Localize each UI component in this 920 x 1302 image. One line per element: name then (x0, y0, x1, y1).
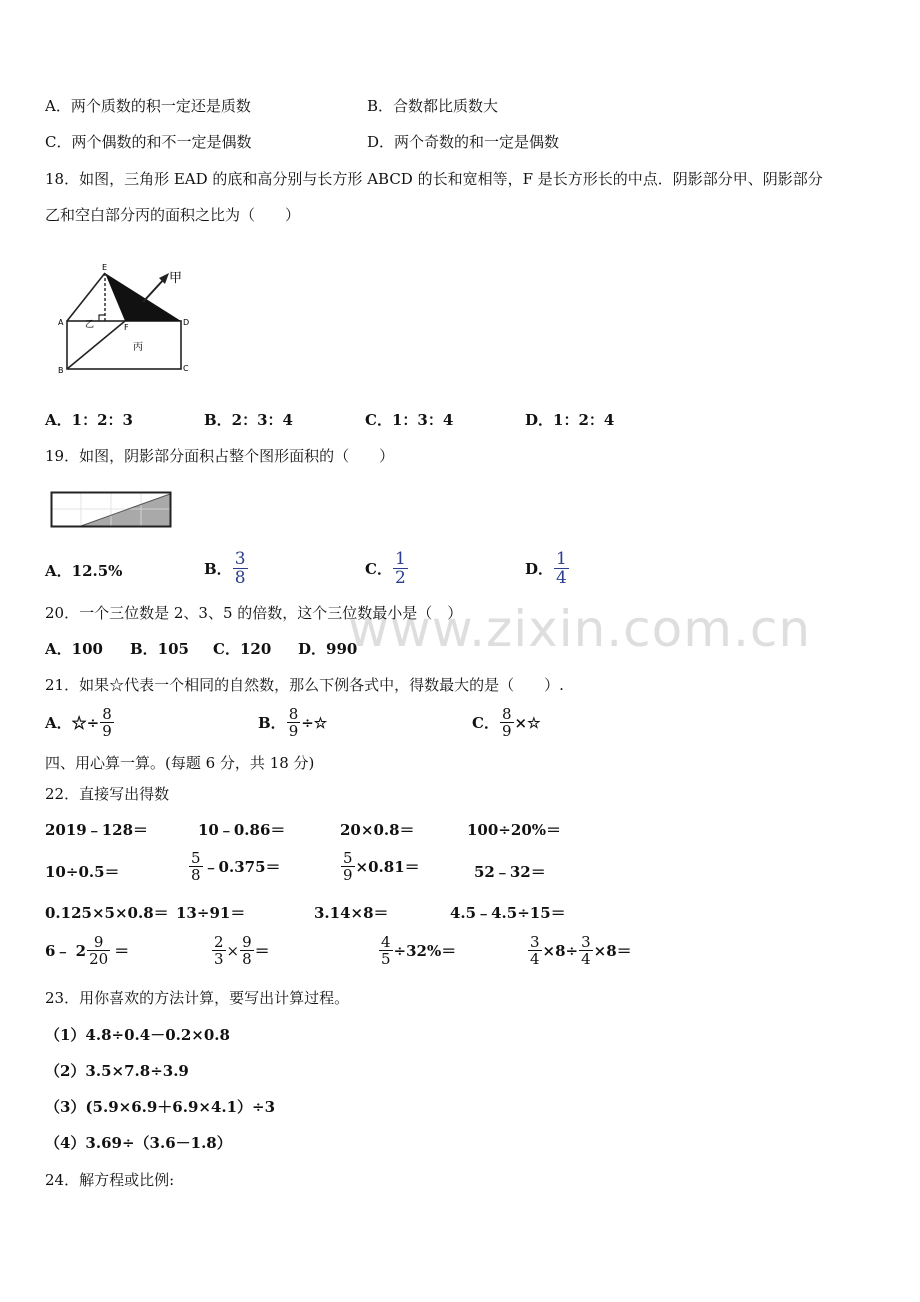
label-b: B (58, 366, 64, 375)
q21-b-den: 9 (288, 722, 299, 740)
q21-b-label: B． (258, 714, 286, 732)
q22-r2-b-den: 8 (191, 866, 201, 884)
q22-r3-c: 3.14×8＝ (314, 904, 389, 922)
label-bing: 丙 (133, 342, 143, 353)
q17-option-a: A．两个质数的积一定还是质数 (45, 97, 251, 115)
q22-r4-c-tail: ÷32%＝ (393, 942, 457, 960)
q19-b-label: B． (204, 560, 232, 578)
label-e: E (102, 263, 108, 272)
q21-b-num: 8 (288, 705, 299, 723)
q21-c-tail: ×☆ (514, 713, 541, 732)
q23-item-2: （2）3.5×7.8÷3.9 (45, 1062, 189, 1080)
q19-option-a: A．12.5% (45, 562, 123, 580)
q21-option-c (472, 706, 541, 739)
q22-r4-a-den: 20 (89, 950, 109, 968)
q19-c-num: 1 (394, 549, 406, 569)
q19-option-b (204, 550, 249, 587)
q21-option-a (45, 706, 115, 739)
q19-c-label: C． (365, 560, 392, 578)
q22-r2-d: 52﹣32＝ (474, 863, 546, 881)
q22-r4-a-num: 9 (93, 933, 104, 951)
q22-r4-d (527, 934, 632, 967)
section4-heading: 四、用心算一算。(每题 6 分，共 18 分) (45, 754, 315, 772)
q22-r2-c-num: 5 (343, 849, 353, 867)
label-jia: 甲 (169, 271, 183, 286)
q22-r4-b-fraction1 (212, 934, 226, 967)
q22-r4-b (211, 934, 270, 967)
q18-figure (55, 258, 205, 378)
q20-option-c: C．120 (213, 640, 272, 658)
q23-item-3: （3）(5.9×6.9＋6.9×4.1）÷3 (45, 1098, 276, 1116)
q22-r4-c-num: 4 (381, 933, 391, 951)
q22-r4-d-num1: 3 (530, 933, 540, 951)
q19-d-den: 4 (556, 568, 567, 588)
q21-stem: 21．如果☆代表一个相同的自然数，那么下例各式中，得数最大的是（ ）. (45, 676, 564, 694)
q22-r4-b-fraction2 (240, 934, 254, 967)
q22-r4-c (378, 934, 456, 967)
q19-b-num: 3 (234, 549, 246, 569)
q18-stem-line1: 18．如图，三角形 EAD 的底和高分别与长方形 ABCD 的长和宽相等，F 是长方形长的中点．阴影部分甲、阴影部分 (45, 170, 823, 188)
q20-stem: 20．一个三位数是 2、3、5 的倍数，这个三位数最小是（ ） (45, 604, 463, 622)
label-yi: 乙 (85, 320, 95, 330)
q21-option-b (258, 706, 327, 739)
q23-stem: 23．用你喜欢的方法计算，要写出计算过程。 (45, 989, 350, 1007)
q21-c-den: 9 (501, 722, 512, 740)
q22-r1-a: 2019﹣128＝ (45, 821, 149, 839)
q19-b-den: 8 (234, 568, 246, 588)
q22-r4-b-num2: 9 (242, 933, 252, 951)
q20-option-a: A．100 (45, 640, 103, 658)
q22-r2-c (340, 850, 420, 883)
q22-r2-b-tail: ﹣0.375＝ (203, 858, 281, 876)
q22-r4-c-fraction (379, 934, 393, 967)
q18-stem-line2: 乙和空白部分丙的面积之比为（ ） (45, 206, 301, 224)
q22-r4-a-fraction (87, 934, 110, 967)
q22-r4-b-den2: 8 (242, 950, 252, 968)
q19-c-fraction (393, 550, 408, 587)
q22-r4-d-num2: 3 (581, 933, 591, 951)
q19-d-num: 1 (556, 549, 567, 569)
q22-r2-a: 10÷0.5＝ (45, 863, 120, 881)
q22-r2-b-fraction (189, 850, 203, 883)
q22-r4-b-tail: ＝ (254, 942, 270, 960)
q21-a-num: 8 (102, 705, 112, 723)
q22-r4-b-num1: 2 (214, 933, 224, 951)
label-d: D (183, 318, 190, 327)
q18-option-c: C．1：3：4 (365, 411, 454, 429)
q21-b-tail: ÷☆ (301, 713, 328, 732)
q22-r3-b: 13÷91＝ (176, 904, 246, 922)
q22-r1-d: 100÷20%＝ (467, 821, 562, 839)
q19-option-c (365, 550, 409, 587)
q21-c-fraction (500, 706, 514, 739)
q19-d-fraction (554, 550, 569, 587)
q22-r2-c-tail: ×0.81＝ (355, 858, 420, 876)
q22-r2-b-num: 5 (191, 849, 201, 867)
q21-b-fraction (287, 706, 301, 739)
q22-r4-d-mid: ×8÷ (542, 941, 579, 960)
q24-stem: 24．解方程或比例: (45, 1171, 175, 1189)
q22-r4-d-den2: 4 (581, 950, 591, 968)
q19-d-label: D． (525, 560, 554, 578)
q22-r4-a-head: 6﹣ 2 (45, 942, 87, 960)
q20-option-b: B．105 (130, 640, 189, 658)
q22-r4-d-fraction2 (579, 934, 593, 967)
q22-r2-c-fraction (341, 850, 355, 883)
q22-r1-c: 20×0.8＝ (340, 821, 415, 839)
q17-option-b: B．合数都比质数大 (367, 97, 499, 115)
q18-option-a: A．1：2：3 (45, 411, 133, 429)
q22-r3-a: 0.125×5×0.8＝ (45, 904, 169, 922)
q22-r4-b-op: × (226, 941, 240, 960)
label-a: A (58, 318, 64, 327)
q22-r4-d-tail: ×8＝ (593, 942, 632, 960)
q22-r3-d: 4.5﹣4.5÷15＝ (450, 904, 566, 922)
q22-r4-c-den: 5 (381, 950, 391, 968)
q17-option-c: C．两个偶数的和不一定是偶数 (45, 133, 252, 151)
q22-r4-a-tail: ＝ (114, 942, 130, 960)
q21-c-num: 8 (501, 705, 512, 723)
q23-item-4: （4）3.69÷（3.6－1.8） (45, 1134, 232, 1152)
q23-item-1: （1）4.8÷0.4－0.2×0.8 (45, 1026, 230, 1044)
q19-stem: 19．如图，阴影部分面积占整个图形面积的（ ） (45, 447, 395, 465)
q19-c-den: 2 (394, 568, 406, 588)
q22-r2-b (188, 850, 281, 883)
q22-r4-d-fraction1 (528, 934, 542, 967)
q22-r1-b: 10﹣0.86＝ (198, 821, 286, 839)
q21-a-label: A．☆÷ (45, 714, 100, 732)
watermark: www.zixin.com.cn (348, 600, 812, 658)
q19-figure (50, 491, 174, 529)
q18-option-d: D．1：2：4 (525, 411, 615, 429)
q21-c-label: C． (472, 714, 499, 732)
q17-option-d: D．两个奇数的和一定是偶数 (367, 133, 560, 151)
q18-option-b: B．2：3：4 (204, 411, 293, 429)
q22-r2-c-den: 9 (343, 866, 353, 884)
q21-a-den: 9 (102, 722, 112, 740)
q22-r4-b-den1: 3 (214, 950, 224, 968)
q21-a-fraction (100, 706, 114, 739)
q22-r4-a (45, 934, 129, 967)
label-c: C (183, 364, 189, 373)
q19-option-d (525, 550, 570, 587)
q22-stem: 22．直接写出得数 (45, 785, 170, 803)
label-f: F (124, 323, 129, 332)
q20-option-d: D．990 (298, 640, 358, 658)
q19-b-fraction (233, 550, 248, 587)
q22-r4-d-den1: 4 (530, 950, 540, 968)
